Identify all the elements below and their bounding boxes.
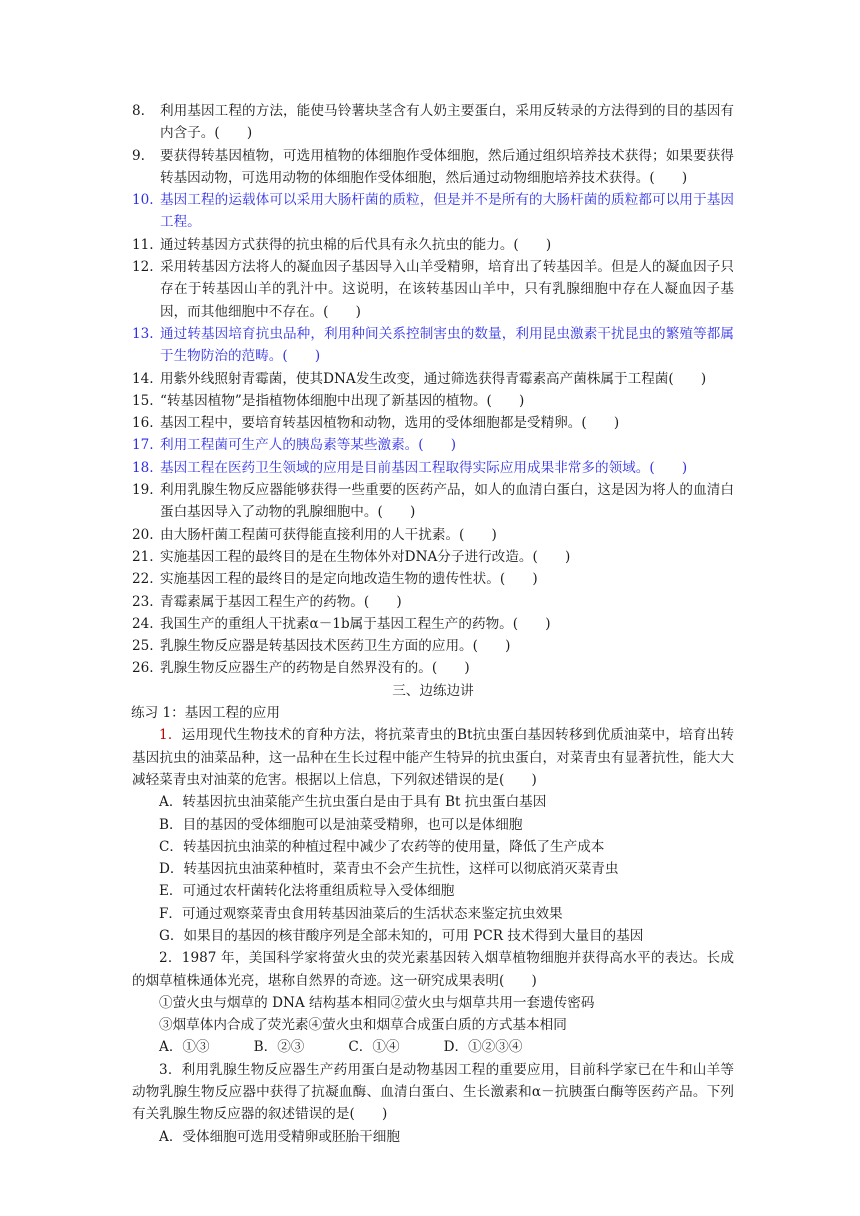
- list-item: [132, 524, 734, 546]
- item-text: 利用工程菌可生产人的胰岛素等某些激素。( ): [160, 437, 457, 454]
- question-3: 3．利用乳腺生物反应器生产药用蛋白是动物基因工程的重要应用，目前科学家已在牛和山羊等动物乳腺生物反应器中获得了抗凝血酶、血清白蛋白、生长激素和α－抗胰蛋白酶等医药产品。下列有关乳腺生物反应器的叙述错误的是( ): [132, 1061, 734, 1123]
- list-item: [132, 591, 734, 613]
- option: A．受体细胞可选用受精卵或胚胎干细胞: [159, 1128, 400, 1145]
- item-text: 由大肠杆菌工程菌可获得能直接利用的人干扰素。( ): [160, 526, 497, 543]
- option: A．转基因抗虫油菜能产生抗虫蛋白是由于具有 Bt 抗虫蛋白基因: [159, 794, 547, 811]
- item-number: 15.: [132, 392, 154, 409]
- item-number: 18.: [132, 459, 154, 476]
- list-item: [132, 613, 734, 635]
- item-number: 10.: [132, 192, 154, 209]
- item-number: 20.: [132, 526, 154, 543]
- option: C．转基因抗虫油菜的种植过程中减少了农药等的使用量，降低了生产成本: [159, 838, 605, 855]
- option: D．转基因抗虫油菜种植时，菜青虫不会产生抗性，这样可以彻底消灭菜青虫: [159, 861, 619, 878]
- choices-row: [132, 1036, 734, 1058]
- item-text: 基因工程中，要培育转基因植物和动物，选用的受体细胞都是受精卵。( ): [160, 415, 620, 432]
- item-number: 12.: [132, 259, 154, 276]
- item-text: 采用转基因方法将人的凝血因子基因导入山羊受精卵，培育出了转基因羊。但是人的凝血因子只存在于转基因山羊的乳汁中。这说明，在该转基因山羊中，只有乳腺细胞中存在人凝血因子基因，而其他细胞中不存在。( ): [160, 259, 734, 320]
- item-text: 用紫外线照射青霉菌，使其DNA发生改变，通过筛选获得青霉素高产菌株属于工程菌( ): [160, 370, 707, 387]
- list-item: [132, 368, 734, 390]
- list-item: [132, 457, 734, 479]
- list-item: [132, 256, 734, 323]
- item-number: 8.: [132, 103, 145, 119]
- item-number: 25.: [132, 638, 154, 655]
- item-number: 9.: [132, 147, 145, 164]
- item-number: 16.: [132, 415, 154, 432]
- list-item: [132, 635, 734, 657]
- question-number: 1．: [159, 727, 182, 744]
- item-text: “转基因植物”是指植物体细胞中出现了新基因的植物。( ): [160, 392, 525, 409]
- item-number: 26.: [132, 660, 154, 677]
- item-text: 通过转基因培育抗虫品种，利用种间关系控制害虫的数量，利用昆虫激素干扰昆虫的繁殖等都属于生物防治的范畴。( ): [160, 325, 734, 365]
- list-item: [132, 479, 734, 524]
- item-text: 基因工程在医药卫生领域的应用是目前基因工程取得实际应用成果非常多的领域。( ): [160, 459, 688, 476]
- item-number: 23.: [132, 593, 154, 610]
- item-text: 利用基因工程的方法，能使马铃薯块茎含有人奶主要蛋白，采用反转录的方法得到的目的基因有内含子。( ): [160, 103, 734, 142]
- list-item: [132, 145, 734, 190]
- list-item: [132, 657, 734, 679]
- section-title: 三、边练边讲: [392, 682, 474, 699]
- option: E．可通过农杆菌转化法将重组质粒导入受体细胞: [159, 883, 455, 900]
- option: F．可通过观察菜青虫食用转基因油菜后的生活状态来鉴定抗虫效果: [159, 905, 563, 922]
- option: B．目的基因的受体细胞可以是油菜受精卵，也可以是体细胞: [159, 816, 523, 833]
- item-number: 21.: [132, 548, 154, 565]
- document-content: [132, 100, 734, 1148]
- list-item: [132, 390, 734, 412]
- list-item: [132, 434, 734, 456]
- item-text: 要获得转基因植物，可选用植物的体细胞作受体细胞，然后通过组织培养技术获得；如果要获得转基因动物，可选用动物的体细胞作受体细胞，然后通过动物细胞培养技术获得。( ): [160, 147, 734, 186]
- question-2: 2．1987 年，美国科学家将萤火虫的荧光素基因转入烟草植物细胞并获得高水平的表达。长成的烟草植株通体光亮，堪称自然界的奇迹。这一研究成果表明( ): [132, 950, 734, 989]
- exercise-title: 练习 1：基因工程的应用: [131, 705, 280, 722]
- item-text: 乳腺生物反应器生产的药物是自然界没有的。( ): [160, 660, 470, 677]
- item-text: 我国生产的重组人干扰素α－1b属于基因工程生产的药物。( ): [160, 615, 551, 632]
- item-text: 乳腺生物反应器是转基因技术医药卫生方面的应用。( ): [160, 638, 511, 655]
- item-text: 利用乳腺生物反应器能够获得一些重要的医药产品，如人的血清白蛋白，这是因为将人的血清白蛋白基因导入了动物的乳腺细胞中。( ): [160, 482, 734, 521]
- item-text: 基因工程的运载体可以采用大肠杆菌的质粒，但是并不是所有的大肠杆菌的质粒都可以用于基因工程。: [160, 192, 734, 231]
- choice-c: C．①④: [348, 1039, 400, 1056]
- item-text: 通过转基因方式获得的抗虫棉的后代具有永久抗虫的能力。( ): [160, 236, 552, 253]
- item-number: 11.: [132, 236, 154, 253]
- item-number: 22.: [132, 571, 154, 588]
- list-item: [132, 546, 734, 568]
- item-number: 14.: [132, 370, 154, 387]
- choice-a: A．①③: [159, 1039, 210, 1056]
- option: G．如果目的基因的核苷酸序列是全部未知的，可用 PCR 技术得到大量目的基因: [159, 927, 644, 944]
- item-text: 青霉素属于基因工程生产的药物。( ): [160, 593, 402, 610]
- list-item: [132, 412, 734, 434]
- list-item: [132, 568, 734, 590]
- choice-d: D．①②③④: [443, 1039, 523, 1056]
- list-item: [132, 234, 734, 256]
- true-false-list: [132, 100, 734, 680]
- item-number: 24.: [132, 615, 154, 632]
- statement-line: ③烟草体内合成了荧光素④萤火虫和烟草合成蛋白质的方式基本相同: [159, 1017, 567, 1034]
- choice-b: B．②③: [253, 1039, 305, 1056]
- list-item: [132, 323, 734, 368]
- list-item: [132, 100, 734, 145]
- statement-line: ①萤火虫与烟草的 DNA 结构基本相同②萤火虫与烟草共用一套遗传密码: [159, 994, 595, 1011]
- question-stem: 运用现代生物技术的育种方法，将抗菜青虫的Bt抗虫蛋白基因转移到优质油菜中，培育出转基因抗虫的油菜品种，这一品种在生长过程中能产生特异的抗虫蛋白，对菜青虫有显著抗性，能大大减轻菜青虫对油菜的危害。根据以上信息，下列叙述错误的是( ): [132, 727, 734, 788]
- item-text: 实施基因工程的最终目的是定向地改造生物的遗传性状。( ): [160, 571, 538, 588]
- item-text: 实施基因工程的最终目的是在生物体外对DNA分子进行改造。( ): [160, 548, 571, 565]
- item-number: 13.: [132, 325, 154, 342]
- item-number: 17.: [132, 437, 154, 454]
- list-item: [132, 189, 734, 234]
- item-number: 19.: [132, 482, 154, 499]
- question-1: [132, 724, 734, 791]
